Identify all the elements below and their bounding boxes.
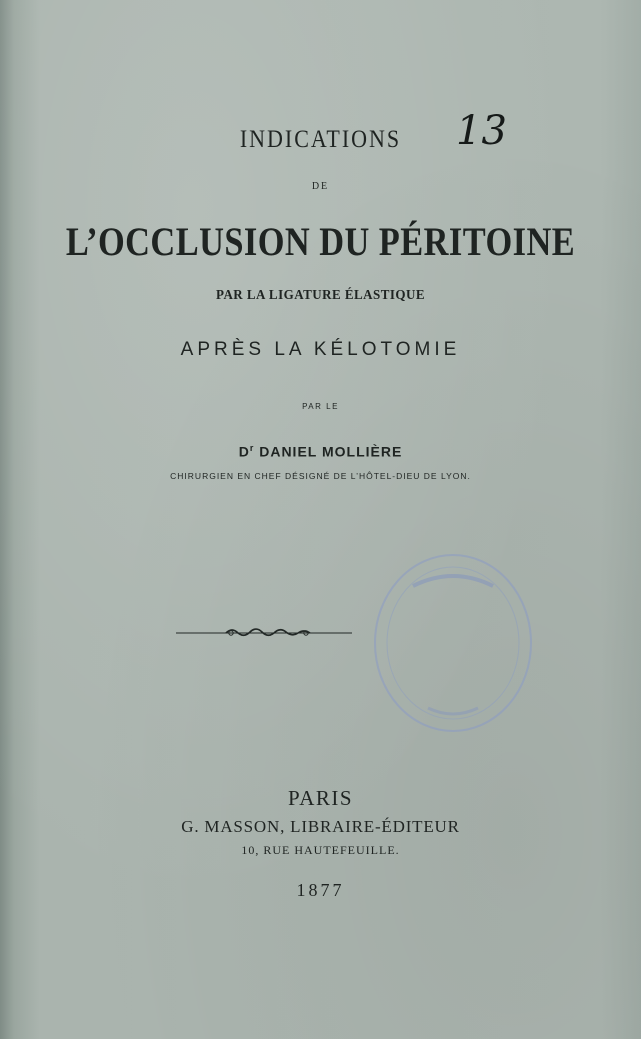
author-prefix-sup: r xyxy=(249,443,255,453)
author-prefix: D xyxy=(238,443,250,460)
title-indications: INDICATIONS xyxy=(239,124,402,153)
publisher-address: 10, RUE HAUTEFEUILLE. xyxy=(241,843,400,857)
publication-city: PARIS xyxy=(287,786,354,810)
publication-year: 1877 xyxy=(296,880,345,900)
main-title: L’OCCLUSION DU PÉRITOINE xyxy=(65,219,576,264)
author xyxy=(0,443,641,460)
subtitle-kelotomie: APRÈS LA KÉLOTOMIE xyxy=(180,339,461,360)
par-le: PAR LE xyxy=(302,402,339,411)
subtitle-ligature: PAR LA LIGATURE ÉLASTIQUE xyxy=(215,288,426,303)
ornament-rule-icon xyxy=(176,624,352,640)
title-de: DE xyxy=(311,181,330,192)
author-name: DANIEL MOLLIÈRE xyxy=(259,443,403,460)
author-role: CHIRURGIEN EN CHEF DÉSIGNÉ DE L’HÔTEL-DIEU DE LYON. xyxy=(170,471,471,481)
handwritten-number: 13 xyxy=(456,108,507,154)
publisher: G. MASSON, LIBRAIRE-ÉDITEUR xyxy=(181,817,460,836)
library-stamp-icon xyxy=(368,548,538,738)
